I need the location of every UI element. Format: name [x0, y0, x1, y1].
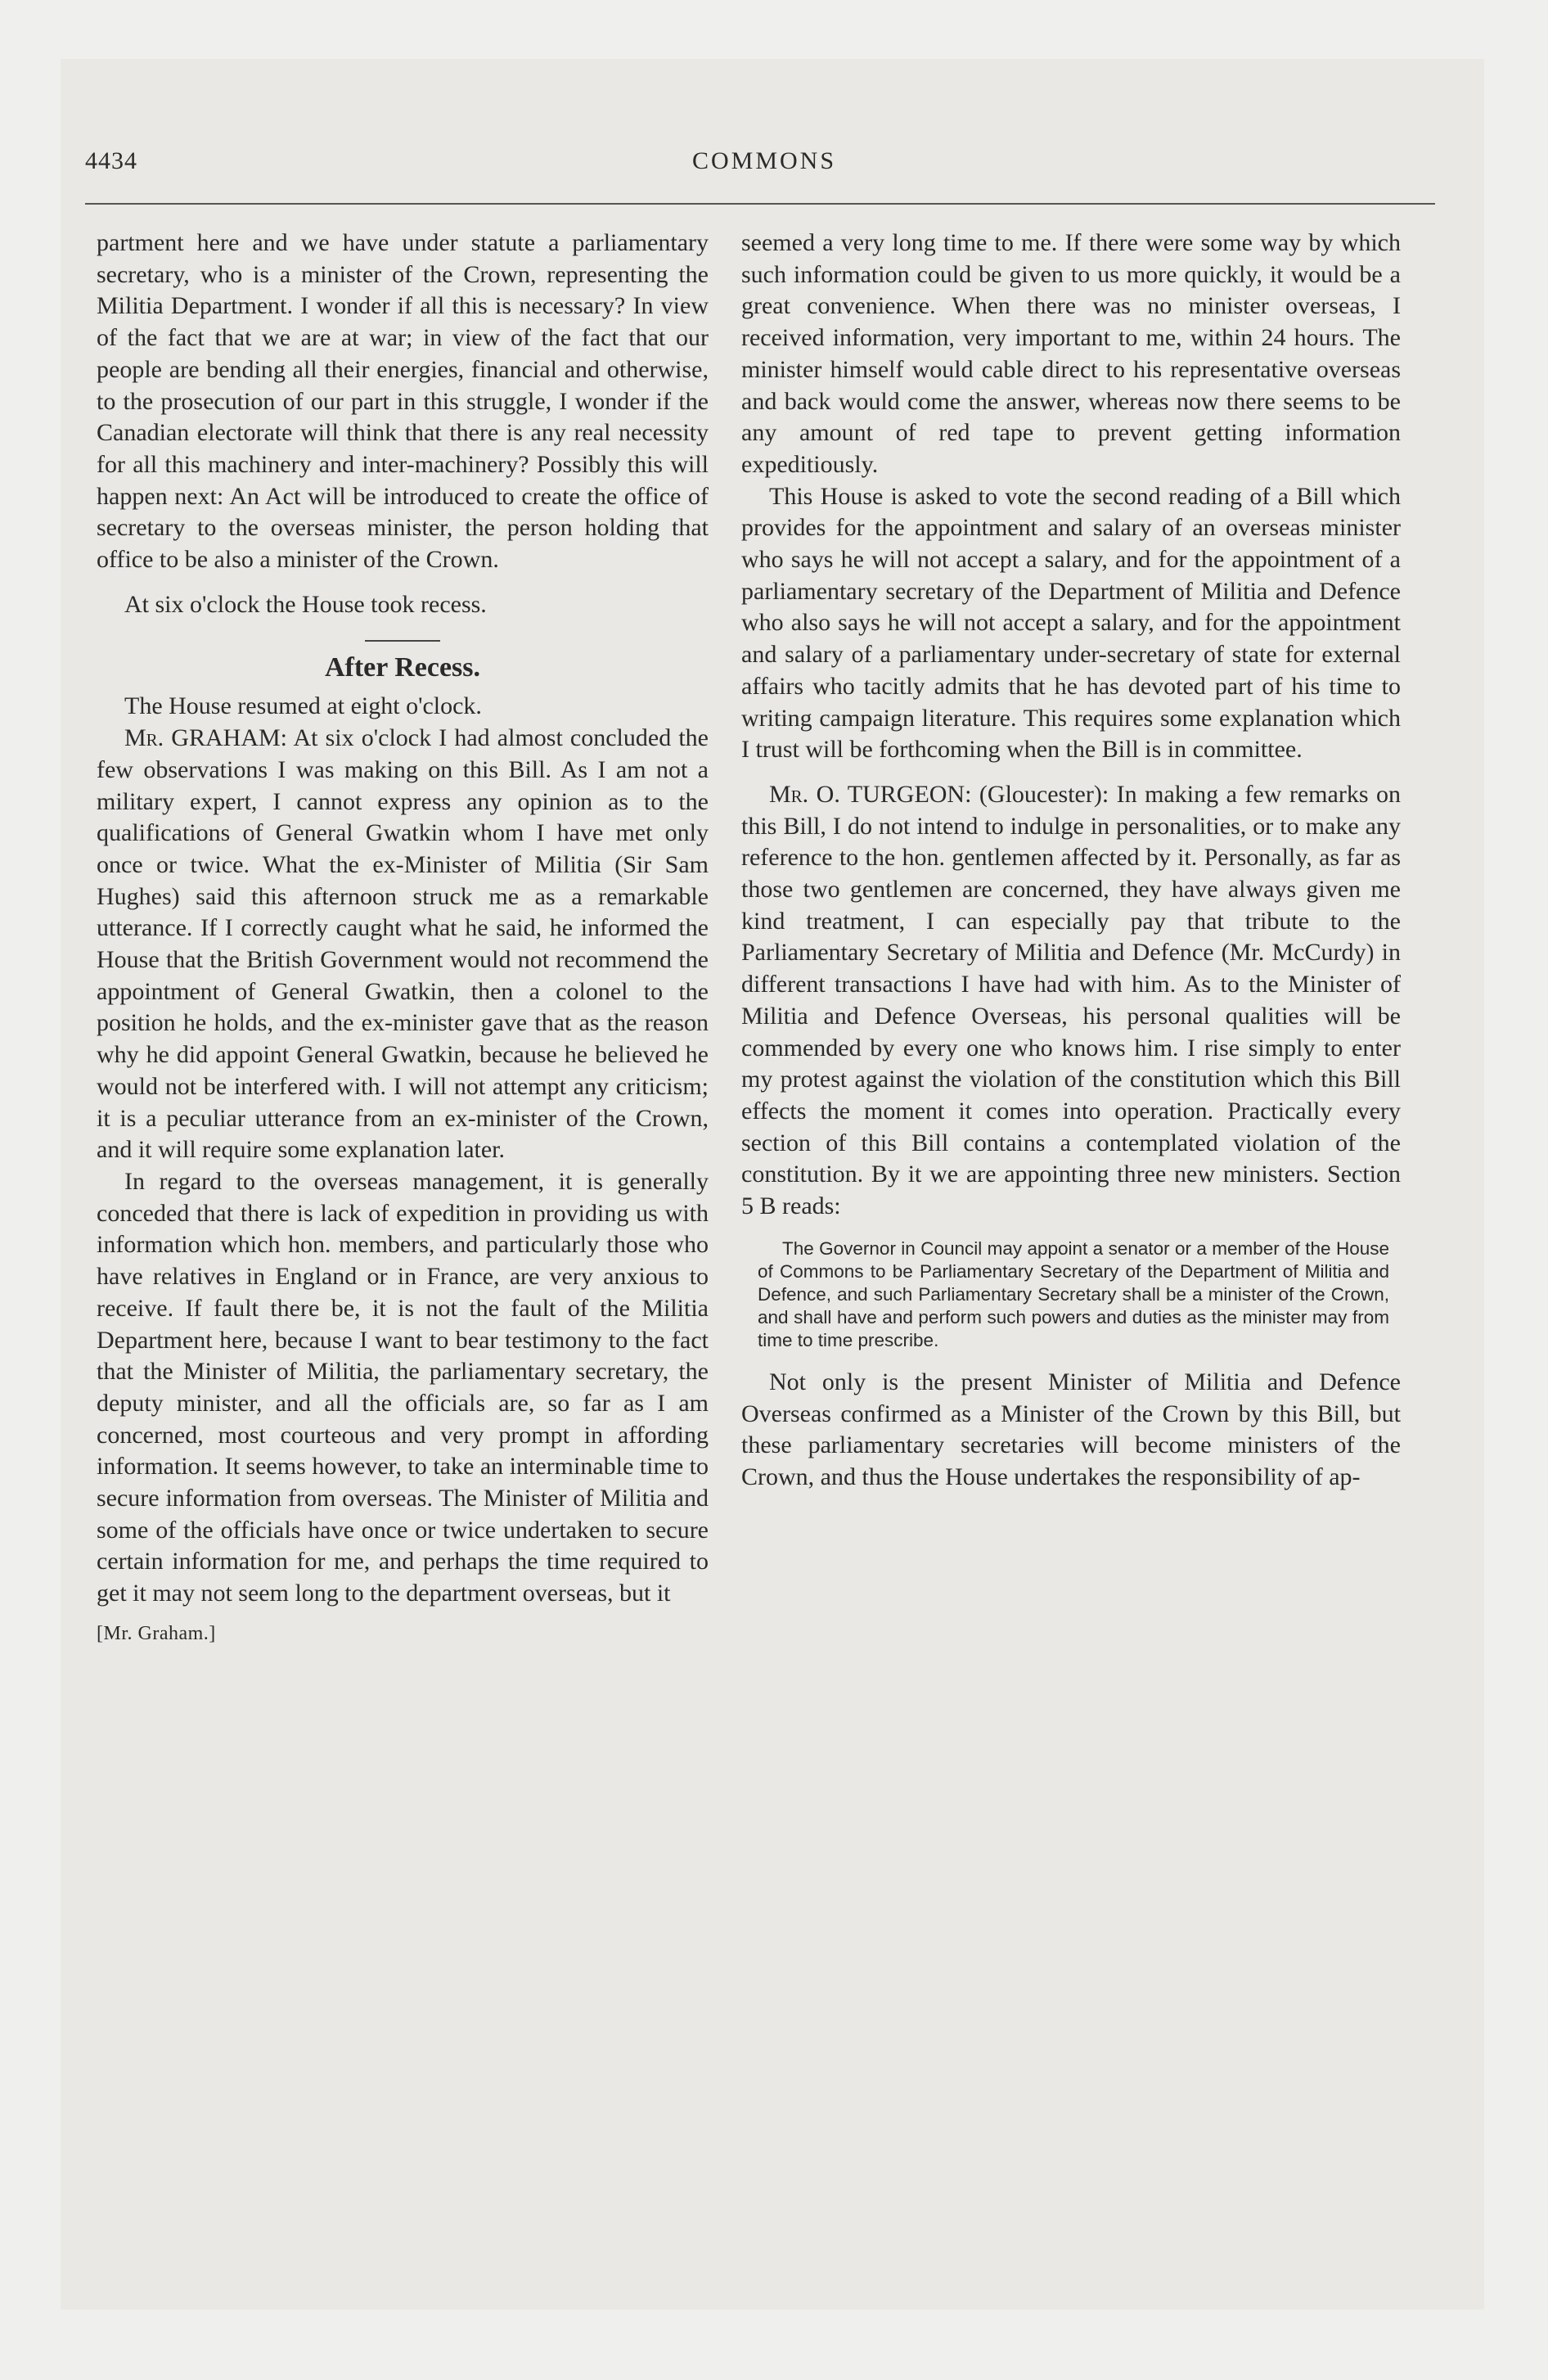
speaker-name: Mr. O. TURGEON:	[769, 780, 972, 808]
left-column	[97, 228, 709, 1650]
paragraph: This House is asked to vote the second reading of a Bill which provides for the appointment and salary of an overseas minister who says he will not accept a salary, and for the appointment of a parliamentary secretary of the Department of Militia and Defence who also says he will not accept a salary, and for the appointment and salary of a parliamentary under-secretary of state for external affairs who tacitly admits that he has devoted part of his time to writing campaign literature. This requires some explanation which I trust will be forthcoming when the Bill is in committee.	[741, 482, 1401, 764]
paragraph: partment here and we have under statute a parliamentary secretary, who is a minister of the Crown, representing the Militia Department. I wonder if all this is necessary? In view of the fact that we are at war; in view of the fact that our people are bending all their energies, financial and otherwise, to the prosecution of our part in this struggle, I wonder if the Canadian electorate will think that there is any real necessity for all this machinery and inter-machinery? Possibly this will happen next: An Act will be introduced to create the office of secretary to the overseas minister, the person holding that office to be also a minister of the Crown.	[97, 229, 709, 574]
header-rule	[85, 203, 1435, 205]
divider	[365, 640, 440, 642]
speech-text: At six o'clock I had almost concluded the few observations I was making on this Bill. As I am not a military expert, I cannot express any opinion as to the qualifications of General Gwatkin whom I have met only once or twice. What the ex-Minister of Militia (Sir Sam Hughes) said this afternoon struck me as a remarkable utterance. If I correctly caught what he said, he informed the House that the British Government would not recommend the appointment of General Gwatkin, then a colonel to the position he holds, and the ex-minister gave that as the reason why he did appoint General Gwatkin, because he believed he would not be interfered with. I will not attempt any criticism; it is a peculiar utterance from an ex-minister of the Crown, and it will require some explanation later.	[97, 724, 709, 1164]
paragraph: Not only is the present Minister of Militia and Defence Overseas confirmed as a Minister of the Crown by this Bill, but these parliamentary secretaries will become ministers of the Crown, and thus the House undertakes the responsibility of ap-	[741, 1368, 1401, 1490]
footer-note: [Mr. Graham.]	[97, 1622, 216, 1644]
speaker-name: Mr. GRAHAM:	[124, 724, 287, 752]
subheading: After Recess.	[324, 652, 481, 683]
paragraph: In regard to the overseas management, it is generally conceded that there is lack of expedition in providing us with information which hon. members, and particularly those who have relatives in England or in France, are very anxious to receive. If fault there be, it is not the fault of the Militia Department here, because I want to bear testimony to the fact that the Minister of Militia, the parliamentary secretary, the deputy minister, and all the officials are, so far as I am concerned, most courteous and very prompt in affording information. It seems however, to take an interminable time to secure information from overseas. The Minister of Militia and some of the officials have once or twice undertaken to secure certain information for me, and perhaps the time required to get it may not seem long to the department overseas, but it	[97, 1167, 709, 1607]
paragraph: seemed a very long time to me. If there were some way by which such information could be given to us more quickly, it would be a great convenience. When there was no minister overseas, I received information, very important to me, within 24 hours. The minister himself would cable direct to his representative overseas and back would come the answer, whereas now there seems to be any amount of red tape to prevent getting information expeditiously.	[741, 229, 1401, 478]
section-title: COMMONS	[691, 147, 837, 174]
paragraph: At six o'clock the House took recess.	[124, 590, 487, 618]
right-column	[741, 228, 1401, 1494]
page-number: 4434	[85, 147, 137, 174]
quoted-section: The Governor in Council may appoint a senator or a member of the House of Commons to be Parliamentary Secretary of the Department of Militia and Defence, and such Parliamentary Secretary shall be a minister of the Crown, and shall have and perform such powers and duties as the minister may from time to time prescribe.	[758, 1237, 1389, 1350]
paragraph	[97, 723, 709, 1166]
page	[61, 59, 1484, 2310]
page-header	[85, 147, 1443, 180]
paragraph	[741, 779, 1401, 1223]
speech-text: (Gloucester): In making a few remarks on this Bill, I do not intend to indulge in personalities, or to make any reference to the hon. gentlemen affected by it. Personally, as far as those two gentlemen are concerned, they have always given me kind treatment, I can especially pay that tribute to the Parliamentary Secretary of Militia and Defence (Mr. McCurdy) in different transactions I have had with him. As to the Minister of Militia and Defence Overseas, his personal qualities will be commended by every one who knows him. I rise simply to enter my protest against the violation of the constitution which this Bill effects the moment it comes into operation. Practically every section of this Bill contains a contemplated violation of the constitution. By it we are appointing three new ministers. Section 5 B reads:	[741, 780, 1401, 1220]
paragraph: The House resumed at eight o'clock.	[124, 692, 482, 720]
